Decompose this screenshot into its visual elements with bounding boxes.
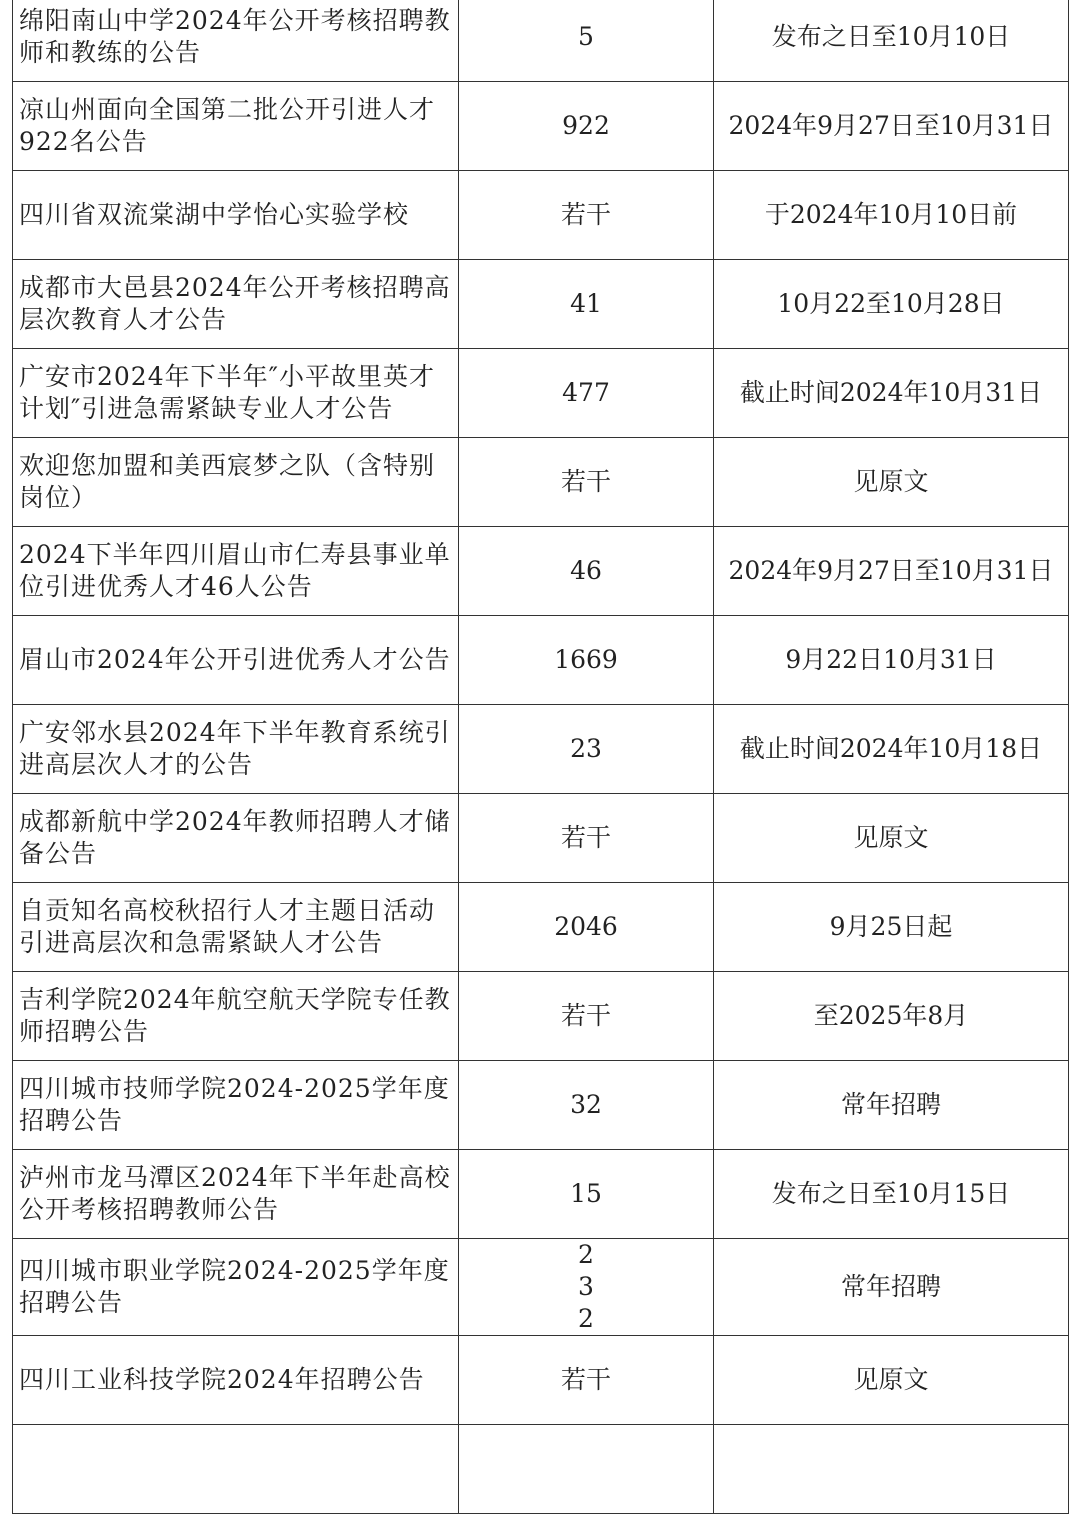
announcement-name: 2024下半年四川眉山市仁寿县事业单位引进优秀人才46人公告 [13,527,459,616]
position-count-value: 2046 [554,912,618,941]
position-count-value: 232 [578,1240,594,1333]
position-count [459,972,714,1061]
application-period: 2024年9月27日至10月31日 [714,527,1069,616]
table-row [13,0,1069,82]
announcement-name: 成都新航中学2024年教师招聘人才储备公告 [13,794,459,883]
announcement-name: 自贡知名高校秋招行人才主题日活动引进高层次和急需紧缺人才公告 [13,883,459,972]
table-row [13,349,1069,438]
position-count-value: 1669 [554,645,618,674]
position-count [459,527,714,616]
position-count [459,0,714,82]
table-row [13,1061,1069,1150]
table-row [13,260,1069,349]
table-row [13,616,1069,705]
position-count [459,82,714,171]
announcement-name: 眉山市2024年公开引进优秀人才公告 [13,616,459,705]
position-count-value: 若干 [560,1365,611,1394]
announcement-name: 四川省双流棠湖中学怡心实验学校 [13,171,459,260]
position-count [459,883,714,972]
position-count-value: 922 [562,111,610,140]
application-period: 至2025年8月 [714,972,1069,1061]
table-row [13,794,1069,883]
application-period: 常年招聘 [714,1061,1069,1150]
position-count-value: 477 [562,378,610,407]
table-row [13,438,1069,527]
application-period: 于2024年10月10日前 [714,171,1069,260]
table-row [13,1239,1069,1336]
announcement-name: 四川工业科技学院2024年招聘公告 [13,1336,459,1425]
table-row [13,1150,1069,1239]
position-count-value: 32 [570,1090,602,1119]
announcement-name: 凉山州面向全国第二批公开引进人才922名公告 [13,82,459,171]
position-count-value: 46 [570,556,602,585]
application-period: 截止时间2024年10月31日 [714,349,1069,438]
application-period: 9月22日10月31日 [714,616,1069,705]
position-count-value: 若干 [560,823,611,852]
announcement-name: 绵阳南山中学2024年公开考核招聘教师和教练的公告 [13,0,459,82]
position-count-value: 若干 [560,467,611,496]
table-body [13,0,1069,1514]
position-count [459,794,714,883]
announcement-name: 成都市大邑县2024年公开考核招聘高层次教育人才公告 [13,260,459,349]
table-row [13,883,1069,972]
application-period: 见原文 [714,794,1069,883]
announcement-name: 泸州市龙马潭区2024年下半年赴高校公开考核招聘教师公告 [13,1150,459,1239]
position-count [459,1239,714,1336]
table-row [13,972,1069,1061]
application-period: 发布之日至10月15日 [714,1150,1069,1239]
table-row [13,82,1069,171]
position-count [459,171,714,260]
position-count-value: 23 [570,734,602,763]
application-period: 截止时间2024年10月18日 [714,705,1069,794]
position-count [459,1061,714,1150]
position-count [459,1336,714,1425]
position-count-value: 若干 [560,200,611,229]
application-period: 见原文 [714,438,1069,527]
application-period: 10月22至10月28日 [714,260,1069,349]
position-count [459,616,714,705]
position-count-value: 若干 [560,1001,611,1030]
announcement-name: 四川城市职业学院2024-2025学年度招聘公告 [13,1239,459,1336]
position-count [459,1425,714,1514]
application-period: 发布之日至10月10日 [714,0,1069,82]
position-count [459,1150,714,1239]
recruitment-table-container [12,0,1068,1514]
position-count-value: 15 [570,1179,602,1208]
application-period: 见原文 [714,1336,1069,1425]
position-count [459,349,714,438]
table-row-partial [13,1425,1069,1514]
table-row [13,171,1069,260]
announcement-name: 广安市2024年下半年″小平故里英才计划″引进急需紧缺专业人才公告 [13,349,459,438]
application-period: 2024年9月27日至10月31日 [714,82,1069,171]
announcement-name: 四川城市技师学院2024-2025学年度招聘公告 [13,1061,459,1150]
table-row [13,1336,1069,1425]
announcement-name: 广安邻水县2024年下半年教育系统引进高层次人才的公告 [13,705,459,794]
application-period [714,1425,1069,1514]
position-count [459,260,714,349]
announcement-name [13,1425,459,1514]
recruitment-table [12,0,1069,1514]
position-count [459,705,714,794]
table-row [13,705,1069,794]
application-period: 9月25日起 [714,883,1069,972]
application-period: 常年招聘 [714,1239,1069,1336]
table-row [13,527,1069,616]
position-count-value: 5 [578,22,594,51]
position-count-value: 41 [570,289,602,318]
announcement-name: 欢迎您加盟和美西宸梦之队（含特别岗位） [13,438,459,527]
announcement-name: 吉利学院2024年航空航天学院专任教师招聘公告 [13,972,459,1061]
position-count [459,438,714,527]
